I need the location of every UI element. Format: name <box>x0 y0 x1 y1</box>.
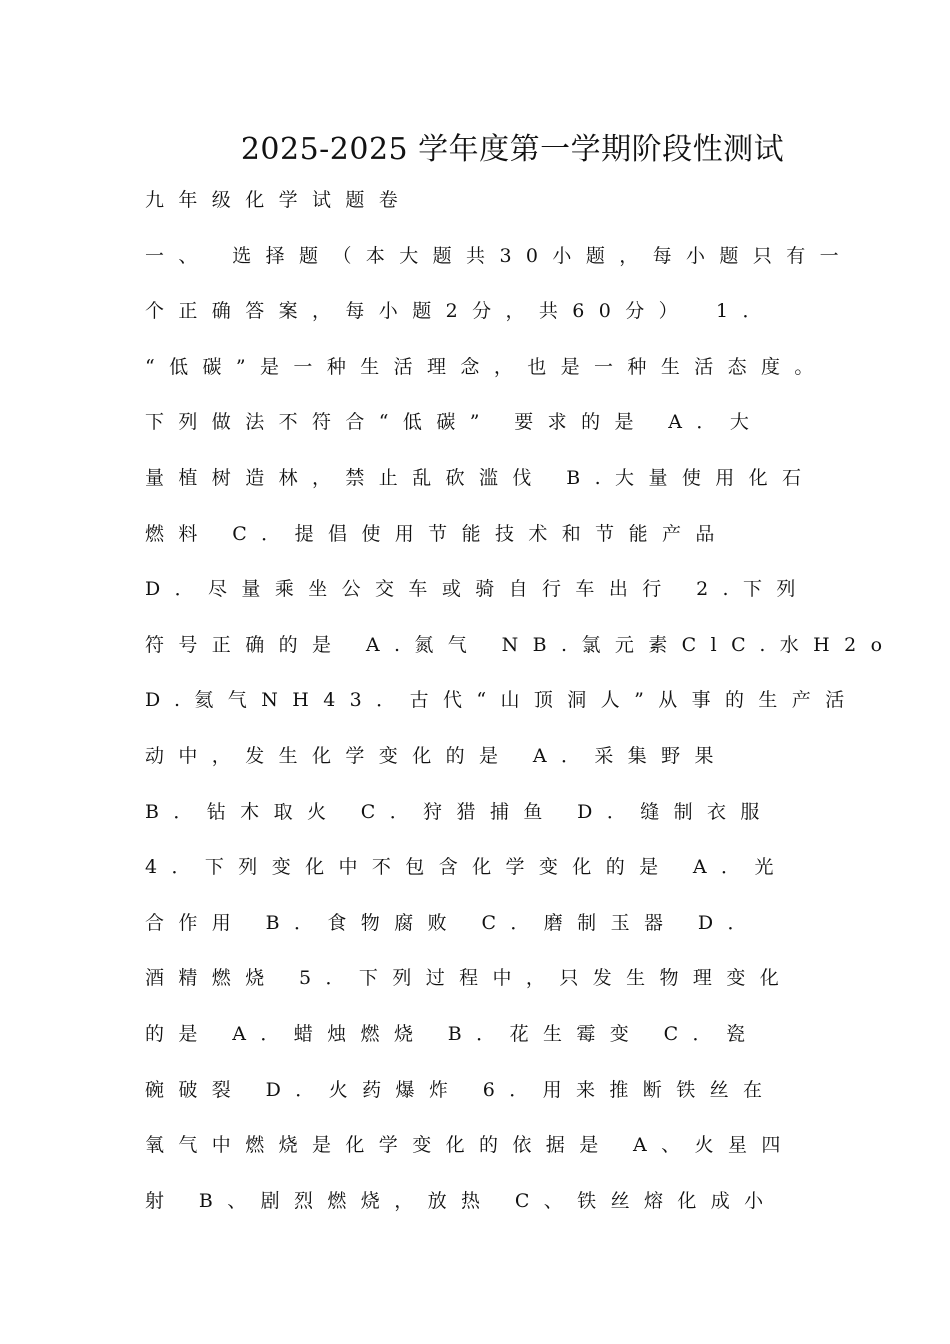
document-body <box>145 184 897 1240</box>
text-line: 合作用 B．食物腐败 C．磨制玉器 D． <box>145 911 761 934</box>
text-line: 的是 A．蜡烛燃烧 B．花生霉变 C．瓷 <box>145 1022 760 1045</box>
text-line: 符号正确的是 A.氮气 NB.氯元素ClC.水H2o <box>145 633 897 656</box>
text-line: D.氦气NH43．古代“山顶洞人”从事的生产活 <box>145 689 859 712</box>
text-line: 4．下列变化中不包含化学变化的是 A．光 <box>145 856 788 879</box>
text-line: 动中，发生化学变化的是 A．采集野果 <box>145 744 728 767</box>
document-title: 2025-2025 学年度第一学期阶段性测试 <box>240 132 785 167</box>
text-line: 一、 选择题（本大题共30小题，每小题只有一 <box>145 244 854 267</box>
text-line: 酒精燃烧 5．下列过程中，只发生物理变化 <box>145 967 794 990</box>
text-line: 燃料 C．提倡使用节能技术和节能产品 <box>145 522 729 545</box>
text-line: 碗破裂 D．火药爆炸 6．用来推断铁丝在 <box>145 1078 777 1101</box>
text-line: 个正确答案，每小题2分，共60分） 1． <box>145 300 776 323</box>
text-line: 九年级化学试题卷 <box>145 189 413 211</box>
text-line: B．钻木取火 C．狩猎捕鱼 D．缝制衣服 <box>145 800 774 823</box>
text-line: 下列做法不符合“低碳” 要求的是 A．大 <box>145 411 764 434</box>
text-line: “低碳”是一种生活理念，也是一种生活态度。 <box>145 355 828 378</box>
text-line: 氧气中燃烧是化学变化的依据是 A、火星四 <box>145 1134 795 1157</box>
text-line: D．尽量乘坐公交车或骑自行车出行 2.下列 <box>145 578 810 601</box>
text-line: 量植树造林，禁止乱砍滥伐 B.大量使用化石 <box>145 466 816 489</box>
text-line: 射 B、剧烈燃烧，放热 C、铁丝熔化成小 <box>145 1189 778 1212</box>
